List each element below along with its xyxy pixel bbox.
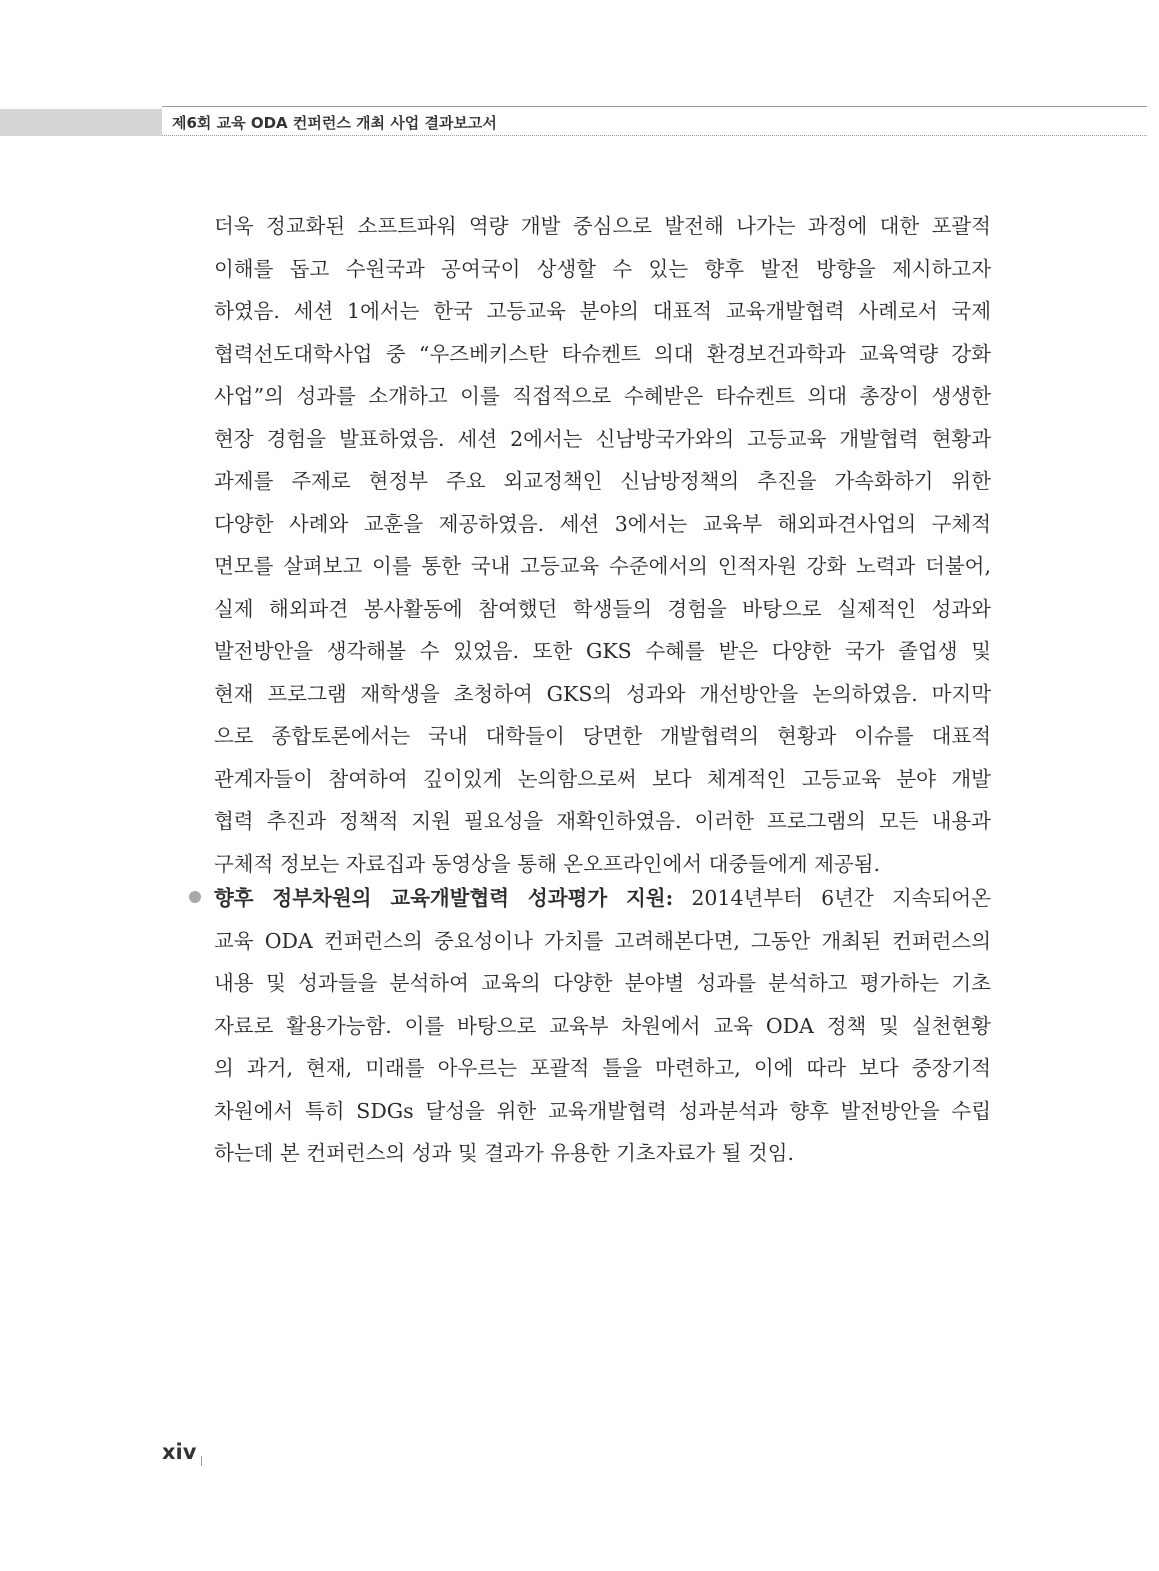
bullet-paragraph	[214, 877, 991, 1175]
text-line: 발전방안을 생각해볼 수 있었음. 또한 GKS 수혜를 받은 다양한 국가 졸업생 및	[214, 639, 991, 663]
bullet-heading: 향후 정부차원의 교육개발협력 성과평가 지원:	[214, 886, 674, 910]
text-line: 더욱 정교화된 소프트파워 역량 개발 중심으로 발전해 나가는 과정에 대한 포괄적	[214, 214, 991, 238]
text-line: 현재 프로그램 재학생을 초청하여 GKS의 성과와 개선방안을 논의하였음. 마지막	[214, 681, 991, 706]
header-title: 제6회 교육 ODA 컨퍼런스 개최 사업 결과보고서	[172, 114, 497, 132]
text-line: 자료로 활용가능함. 이를 바탕으로 교육부 차원에서 교육 ODA 정책 및 실천현황	[214, 1013, 991, 1038]
text-line: 하였음. 세션 1에서는 한국 고등교육 분야의 대표적 교육개발협력 사례로서 국제	[214, 299, 991, 323]
text-line: 사업”의 성과를 소개하고 이를 직접적으로 수혜받은 타슈켄트 의대 총장이 생생한	[214, 384, 991, 408]
text-line: 교육 ODA 컨퍼런스의 중요성이나 가치를 고려해본다면, 그동안 개최된 컨퍼런스의	[214, 928, 991, 953]
text-line: 으로 종합토론에서는 국내 대학들이 당면한 개발협력의 현황과 이슈를 대표적	[214, 724, 991, 748]
text-line: 현장 경험을 발표하였음. 세션 2에서는 신남방국가와의 고등교육 개발협력 현황과	[214, 426, 991, 451]
running-header	[0, 104, 1147, 136]
header-gray-block	[0, 109, 162, 136]
text-line: 관계자들이 참여하여 깊이있게 논의함으로써 보다 체계적인 고등교육 분야 개발	[214, 766, 991, 791]
text-line: 차원에서 특히 SDGs 달성을 위한 교육개발협력 성과분석과 향후 발전방안을 수립	[214, 1098, 991, 1123]
text-line: 하는데 본 컨퍼런스의 성과 및 결과가 유용한 기초자료가 될 것임.	[214, 1141, 795, 1165]
text-line: 실제 해외파견 봉사활동에 참여했던 학생들의 경험을 바탕으로 실제적인 성과와	[214, 596, 991, 621]
page-number: xiv	[162, 1440, 197, 1464]
bullet-first-line	[214, 877, 991, 920]
text-line: 구체적 정보는 자료집과 동영상을 통해 온오프라인에서 대중들에게 제공됨.	[214, 851, 881, 876]
text-line: 이해를 돕고 수원국과 공여국이 상생할 수 있는 향후 발전 방향을 제시하고자	[214, 256, 991, 281]
page-number-separator	[201, 1456, 202, 1466]
bullet-icon	[189, 891, 201, 903]
text-line: 면모를 살펴보고 이를 통한 국내 고등교육 수준에서의 인적자원 강화 노력과 더불어,	[214, 554, 991, 578]
text-line: 내용 및 성과들을 분석하여 교육의 다양한 분야별 성과를 분석하고 평가하는 기초	[214, 971, 991, 995]
text-line: 협력 추진과 정책적 지원 필요성을 재확인하였음. 이러한 프로그램의 모든 내용과	[214, 809, 991, 833]
text-line: 의 과거, 현재, 미래를 아우르는 포괄적 틀을 마련하고, 이에 따라 보다 중장기적	[214, 1056, 991, 1080]
bullet-first-line-text: 2014년부터 6년간 지속되어온	[673, 886, 992, 910]
text-line: 다양한 사례와 교훈을 제공하였음. 세션 3에서는 교육부 해외파견사업의 구체적	[214, 511, 991, 536]
text-line: 협력선도대학사업 중 “우즈베키스탄 타슈켄트 의대 환경보건과학과 교육역량 강화	[214, 341, 991, 366]
text-line: 과제를 주제로 현정부 주요 외교정책인 신남방정책의 추진을 가속화하기 위한	[214, 469, 991, 493]
header-top-rule	[162, 106, 1147, 107]
body-paragraph	[214, 205, 991, 885]
header-dotted-rule	[162, 135, 1147, 136]
